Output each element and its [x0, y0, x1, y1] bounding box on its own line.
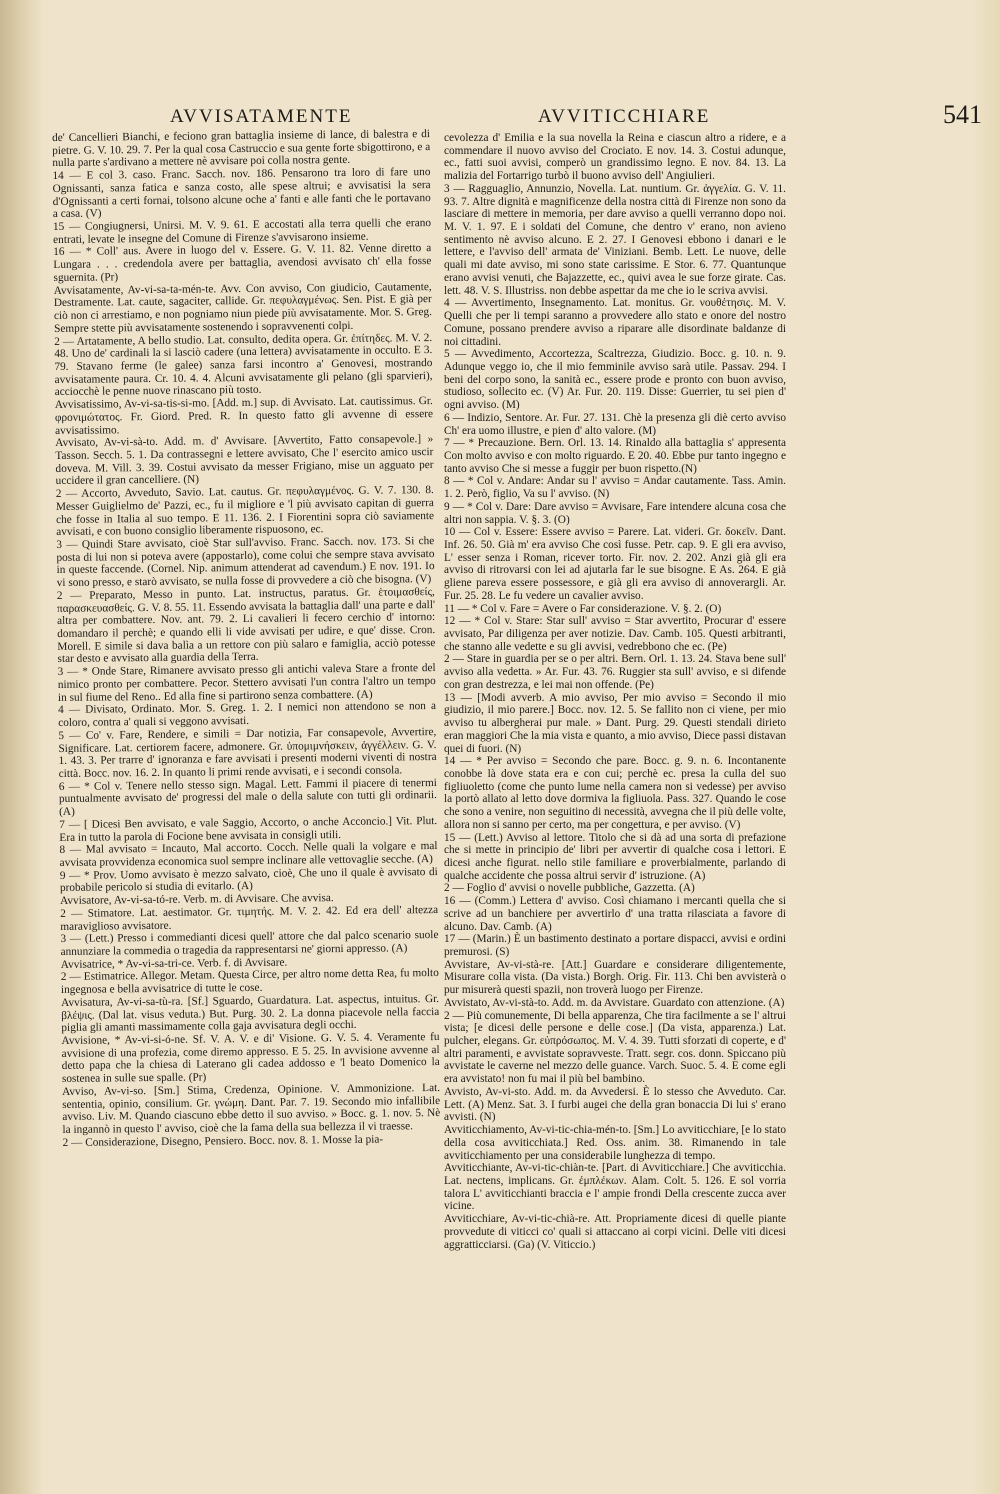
- dictionary-entry: Avvisato, Av-vi-sà-to. Add. m. d' Avvisare. [Avvertito, Fatto consapevole.] » Tasson. Secch. 5. 1. Da contrassegni e lettere avvisato, Che l' esercito amico uscir doveva. M. Vill. 3. 39. Costui avvisato da messer Frigiano, mise un agguato per uccidere il gran cancelliere. (N): [55, 433, 434, 488]
- dictionary-entry: Avvistato, Av-vi-stà-to. Add. m. da Avvistare. Guardato con attenzione. (A): [444, 996, 785, 1009]
- dictionary-entry: 2 — Foglio d' avvisi o novelle pubbliche, Gazzetta. (A): [444, 882, 695, 895]
- dictionary-entry: Avvistare, Av-vi-stà-re. [Att.] Guardare e considerare diligentemente, Misurare colla vista. (Da vista.) Borgh. Orig. Fir. 113. Chi ben avvisterà o pur misurerà questi spazii, non troverà luogo per Firenze.: [444, 958, 786, 997]
- dictionary-entry: 13 — [Modi avverb. A mio avviso, Per mio avviso = Secondo il mio giudizio, il mio parere.] Bocc. nov. 12. 5. Se fallito non ci viene, per mio avviso tu albergherai pur male. » Dant. Purg. 29. Questi stendali dirieto eran maggiori Che la mia vista e quanto, a mio avviso, Diece passi distavan quei di fuori. (N): [444, 691, 786, 755]
- dictionary-entry: Avvisione, * Av-vi-si-ó-ne. Sf. V. A. V. e di' Visione. G. V. 5. 4. Veramente fu avvisione di una profezia, come diremo appresso. E 5. 25. In avvisione avvenne al detto papa che la chiesa di Laterano gli cadea addosso e 'l beato Domenico la sostenea in sulle sue spalle. (Pr): [61, 1031, 440, 1086]
- dictionary-entry: 15 — (Lett.) Avviso al lettore. Titolo che si dà ad una sorta di prefazione che si mette in principio de' libri per avvertir di qualche cosa i lettori. E dicesi anche figurat. nello stile familiare e proverbialmente, parlando di qualche accidente che possa altrui servir d' istruzione. (A): [444, 831, 786, 882]
- dictionary-entry: Avvisatore, Av-vi-sa-tó-re. Verb. m. di Avvisare. Che avvisa.: [59, 892, 334, 908]
- dictionary-entry: Avviticchiare, Av-vi-tic-chià-re. Att. Propriamente dicesi di quelle piante provvedute di viticci co' quali si attaccano ai corpi vicini. Delle viti dicesi aggratticciarsi. (Ga) (V. Viticcio.): [444, 1213, 786, 1251]
- dictionary-entry: 8 — * Col v. Andare: Andar su l' avviso = Andar cautamente. Tass. Amin. 1. 2. Però, figlio, Va su l' avviso. (N): [444, 475, 786, 501]
- dictionary-entry: cevolezza d' Emilia e la sua novella la Reina e ciascun altro a riderе, e a commendare il nuovo avviso del Crociato. E nov. 14. 3. Costui adunque, ec., fatti suoi avvisi, comperò un grandissimo legno. E nov. 84. 13. La malizia del Fortarrigo turbò il buono avviso dell' Angiulieri.: [444, 132, 786, 183]
- page-gutter-shadow: [0, 0, 44, 1494]
- dictionary-entry: 16 — * Coll' aus. Avere in luogo del v. Essere. G. V. 11. 82. Venne diretto a Lungara . . . credendola avere per battaglia, avendosi avvisato ch' ella fosse sguernita. (Pr): [53, 242, 432, 284]
- dictionary-entry: 3 — * Onde Stare, Rimanere avvisato presso gli antichi valeva Stare a fronte del nimico pronto per combattere. Pecor. Stettero avvisati l'un contra l'altro un tempo in sul fiume del Reno.. Ed alla fine si partirono senza combattere. (A): [57, 662, 436, 704]
- dictionary-entry: 14 — E col 3. caso. Franc. Sacch. nov. 186. Pensarono tra loro di fare uno Ognissanti, sanza fatica e sanza costo, alle spese altrui; e avvisatisi la sera d'Ognissanti a certi fornai, tolsono alcune oche a' fanti e alle fanti che le portavano a casa. (V): [52, 166, 431, 221]
- dictionary-entry: 6 — Indizio, Sentore. Ar. Fur. 27. 131. Chè la presenza gli diè certo avviso Ch' era uomo illustre, e pien d' alto valore. (M): [444, 411, 786, 437]
- dictionary-entry: 2 — Accorto, Avveduto, Savio. Lat. cautus. Gr. πεφυλαγμένος. G. V. 7. 130. 8. Messer Guiglielmo de' Pazzi, ec., fu il migliore e 'l più avvisato capitan di guerra che fosse in Italia al suo tempo. E 11. 136. 2. I Fiorentini sopra ciò saviamente avvisati, e con buono consiglio liberamente rispuosono, ec.: [55, 484, 435, 539]
- dictionary-entry: 4 — Avvertimento, Insegnamento. Lat. monitus. Gr. νουθέτησις. M. V. Quelli che per li tempi saranno a provvedere allo stato e onore del nostro Comune, possano prendere avviso a riparare alle disordinate baldanze di noi cittadini.: [444, 297, 786, 348]
- dictionary-entry: 9 — * Col v. Dare: Dare avviso = Avvisare, Fare intendere alcuna cosa che altri non sappia. V. §. 3. (O): [444, 500, 786, 526]
- dictionary-entry: Avvisatrice, * Av-vi-sa-tri-ce. Verb. f. di Avvisare.: [60, 956, 288, 971]
- dictionary-entry: 7 — * Precauzione. Bern. Orl. 13. 14. Rinaldo alla battaglia s' appresentа Con molto avviso e con molto riguardo. E 20. 40. Ebbe pur tanto ingegno e tanto avviso Che si messe a fuggir per buon rispetto.(N): [444, 437, 786, 475]
- dictionary-entry: Avvisatissimo, Av-vi-sa-tis-si-mo. [Add. m.] sup. di Avvisato. Lat. cautissimus. Gr. φρονιμώτατος. Fr. Giord. Pred. R. In questo fatto gli avvenne di essere avvisatissimo.: [54, 395, 434, 437]
- page-number: 541: [943, 100, 982, 129]
- dictionary-entry: 2 — Estimatrice. Allegor. Metam. Questa Circe, per altro nome detta Rea, fu molto ingegnosa e bella avvisatrice di tutte le cose.: [60, 967, 439, 997]
- left-column: [52, 128, 443, 1360]
- header-left-guide-word: AVVISATAMENTE: [170, 106, 353, 127]
- dictionary-entry: 15 — Congiugnersi, Unirsi. M. V. 9. 61. E accostati alla terra quelli che erano entrati, levate le insegne del Comune di Firenze s'avvisarono insieme.: [52, 217, 432, 246]
- dictionary-entry: 2 — Più comunemente, Di bella apparenza, Che tira facilmente a se l' altrui vista; [e dicesi delle persone e delle cose.] (Da vista, apparenza.) Lat. pulcher, elegans. Gr. εὐπρόσωπος. M. V. 4. 39. Tutti sforzati di coperte, e d' altri paramenti, e avvistate sopravveste. Tratt. segr. cos. donn. Spiccano più avvistate le caverne nel mezzo delle guance. Varch. Suoc. 5. 4. E come egli era avvistato! non fu mai il più bel bambino.: [444, 1009, 786, 1086]
- dictionary-entry: 4 — Divisato, Ordinato. Mor. S. Greg. 1. 2. I nemici non attendono se non a coloro, contra a' quali si veggono avvisati.: [57, 700, 437, 730]
- dictionary-entry: de' Cancellieri Bianchi, e feciono gran battaglia insieme di lance, di balestra e di pietre. G. V. 10. 29. 7. Per la qual cosa Castruccio e sua gente forte sbigottirono, e a nulla parte s'ardivano a mettere nè avvisare poi colla nostra gente.: [52, 128, 431, 170]
- dictionary-entry: Avviticchiamento, Av-vi-tic-chia-mén-to. [Sm.] Lo avviticchiare, [e lo stato della cosa avviticchiata.] Red. Oss. anim. 38. Rimanendo in tale avviticchiamento per una considerabile lunghezza di tempo.: [444, 1124, 786, 1162]
- dictionary-entry: 2 — Stare in guardia per se o per altri. Bern. Orl. 1. 13. 24. Stava bene sull' avviso alla vedetta. » Ar. Fur. 43. 76. Ruggier sta sull' avviso, e si difende con gran destrezza, e lei mai non offende. (Pe): [444, 653, 786, 691]
- dictionary-entry: 14 — * Per avviso = Secondo che pare. Bocc. g. 9. n. 6. Incontanente conobbe là dove stata era e con cui; perchè ec. presa la culla del suo figliuoletto (come che punto lume nella camera non si vedesse) per avviso la portò allato al letto dove dormiva la figliuola. Pass. 327. Quando le cose che sono a venire, non seguitino di necessità, avvegna che il più delle volte, allora non si sanno per certo, ma per congettura, e per avviso. (V): [444, 755, 786, 831]
- dictionary-entry: 7 — [ Dicesi Ben avvisato, e vale Saggio, Accorto, o anche Acconcio.] Vit. Plut. Era in tutto la parola di Focione bene avvisata in consigli utili.: [59, 814, 438, 844]
- dictionary-entry: Avvisatamente, Av-vi-sa-ta-mén-te. Avv. Con avviso, Con giudicio, Cautamente, Destramente. Lat. caute, sagaciter, callide. Gr. πεφυλαγμένως. Sen. Pist. E già per ciò non ci arrestiamo, e non pogniamo niun piede più avvisatamente. Mor. S. Greg. Sempre stette più avvisatamente sostenendo i sopravvenenti colpi.: [53, 280, 432, 335]
- dictionary-entry: 3 — Ragguaglio, Annunzio, Novella. Lat. nuntium. Gr. ἀγγελία. G. V. 11. 93. 7. Altre dignità e magnificenze della nostra città di Firenze non sono da lasciare di mettere in memoria, per dare avviso a quelli verranno dopo noi. M. V. 1. 97. E i soldati del Comune, che dentro v' erano, non avieno sentimento nè avviso alcuno. E 2. 27. I Genovesi ebbono i danari e le lettere, e l'avviso dell' armata de' Viniziani. Bemb. Lett. Le nuove, delle quali mi date avviso, mi sono state carissime. E Stor. 6. 77. Quantunque erano avvisi venuti, che Bajazzette, ec., quivi avea le sue forze girate. Cas. lett. 48. V. S. Illustriss. non debbe aspettar da me che io le scriva avvisi.: [444, 182, 786, 297]
- dictionary-entry: 3 — (Lett.) Presso i commedianti dicesi quell' attore che dal palco scenario suole annunziare la commedia o tragedia da rappresentarsi ne' giorni appresso. (A): [60, 929, 439, 958]
- dictionary-entry: 17 — (Marin.) È un bastimento destinato a portare dispacci, avvisi e ordini premurosi. (S): [444, 933, 786, 958]
- right-column: [444, 132, 786, 1360]
- dictionary-entry: 12 — * Col v. Stare: Star sull' avviso = Star avvertito, Procurar d' essere avvisato, Par diligenza per aver notizie. Dav. Camb. 105. Questi arbitranti, che stanno alle vedette e su gli avvisi, vedrebbono che ec. (Pe): [444, 615, 786, 653]
- header-right-guide-word: AVVITICCHIARE: [538, 106, 711, 127]
- dictionary-entry: 10 — Col v. Essere: Essere avviso = Parere. Lat. videri. Gr. δοκεῖν. Dant. Inf. 26. 50. Già m' era avviso Che così fusse. Petr. cap. 9. E gli era avviso, L' esser senza i Roman, ricever torto. Fir. nov. 2. 202. Anzi già gli era avviso di ritrovarsi con lei ad ajutarla far le sue bisogne. E As. 264. E già gliene pareva essere possessore, e già gli era avviso di annoverargli. Ar. Fur. 25. 28. Le fu vedere un cavalier avviso.: [444, 526, 786, 602]
- dictionary-entry: 5 — Avvedimento, Accortezza, Scaltrezza, Giudizio. Bocc. g. 10. n. 9. Adunque veggo io, che il mio femminile avviso sarà utile. Passav. 294. I beni del corpo sono, la sanità ec., essere prode e pronto con buon avviso, studioso, sollecito ec. (V) Ar. Fur. 20. 119. Disse: Guerrier, tu sei pien d' ogni avviso. (M): [444, 348, 786, 412]
- dictionary-entry: 2 — Artatamente, A bello studio. Lat. consulto, dedita opera. Gr. ἐπίτηδες. M. V. 2. 48. Uno de' cardinali la si lasciò cadere (una lettera) avvisatamente in occulto. E 3. 79. Stavano ferme (le galee) sanza farsi incontro a' Genovesi, mostrando avvisatamente paura. Cr. 10. 4. 4. Alcuni avvisatamente gli pelano (gli sparvieri), acciocchè le penne nuove rinascano più tosto.: [54, 331, 433, 399]
- dictionary-entry: 6 — * Col v. Tenere nello stesso sign. Magal. Lett. Fammi il piacere di tenermi puntualmente avvisato de' progressi del male o della salute con tutti gli ordinarii. (A): [58, 776, 438, 819]
- dictionary-entry: 16 — (Comm.) Lettera d' avviso. Così chiamano i mercanti quella che si scrive ad un banchiere per avvertirlo d' una tratta rilasciata a favore di alcuno. Dav. Camb. (A): [444, 895, 786, 933]
- dictionary-entry: 5 — Co' v. Fare, Rendere, e simili = Dar notizia, Far consapevole, Avvertire, Significare. Lat. certiorem facere, admonere. Gr. ὑπομιμνήσκειν, ἀγγέλλειν. G. V. 1. 43. 3. Per trarre d' ignoranza e fare avvisati i presenti moderni viventi di nostra città. Bocc. nov. 16. 2. In quanto li primi rende avvisati, e i secondi consola.: [58, 725, 437, 780]
- dictionary-entry: 11 — * Col v. Fare = Avere o Far considerazione. V. §. 2. (O): [444, 602, 722, 615]
- dictionary-entry: 2 — Preparato, Messo in punto. Lat. instructus, paratus. Gr. ἑτοιμασθείς, παρασκευασθείς. G. V. 8. 55. 11. Essendo avvisata la battaglia dall' una parte e dall' altra per combattere. Nov. ant. 79. 2. Li cavalieri li fecero cerchio d' intorno: domandaro il perchè; e quando elli li vide avvisati per udire, e que' disse. Cron. Morell. E simile si dava balìa a un rettore con più salaro e famiglia, acciò potesse star desto e avvisato alla guardia della Terra.: [56, 585, 436, 666]
- dictionary-entry: 3 — Quindi Stare avvisato, cioè Star sull'avviso. Franc. Sacch. nov. 173. Si che posta di lui non si poteva avere (appostarlo), come colui che sempre stava avvisato in queste faccende. (Cornel. Nip. animum attenderat ad cavendum.) E nov. 191. Io vi sono presso, e starò avvisato, se nulla fosse di provvedere a ciò che bisogna. (V): [56, 535, 435, 590]
- dictionary-entry: 8 — Mal avvisato = Incauto, Mal accorto. Cocch. Nelle quali la volgare e mal avvisata provvidenza economica suol sempre inclinare alle vettovaglie secche. (A): [59, 840, 438, 869]
- dictionary-entry: 2 — Considerazione, Disegno, Pensiero. Bocc. nov. 8. 1. Mosse la pia-: [62, 1133, 384, 1149]
- dictionary-entry: Avvisatura, Av-vi-sa-tù-ra. [Sf.] Sguardo, Guardatura. Lat. aspectus, intuitus. Gr. βλέψις. (Dal lat. visus veduta.) But. Purg. 30. 2. La donna piacevole nella faccia piglia gli amanti massimamente colla gaja avvisatura degli occhi.: [61, 992, 440, 1035]
- dictionary-entry: Avviticchiante, Av-vi-tic-chiàn-te. [Part. di Avviticchiare.] Che avviticchia. Lat. nectens, implicans. Gr. ἐμπλέκων. Alam. Colt. 5. 126. E sol vorria talora L' avviticchianti braccia e l' ampie frondi Della crescente zucca aver vicine.: [444, 1162, 786, 1213]
- dictionary-entry: Avviso, Av-vi-so. [Sm.] Stima, Credenza, Opinione. V. Ammonizione. Lat. sententia, opinio, consilium. Gr. γνώμη. Dant. Par. 7. 19. Secondo mio infallibile avviso. Liv. M. Quando ciascuno ebbe detto il suo avviso. » Bocc. g. 1. nov. 5. Nè la ingannò in questo l' avviso, cioè che la fama della sua bellezza il vi traesse.: [61, 1081, 441, 1137]
- page-edge: [970, 0, 1000, 1494]
- dictionary-entry: Avvisto, Av-vi-sto. Add. m. da Avvedersi. È lo stesso che Avveduto. Car. Lett. (A) Menz. Sat. 3. I furbi augei che della gran bonaccia Di lui s' erano avvisti. (N): [444, 1085, 786, 1124]
- dictionary-entry: 9 — * Prov. Uomo avvisato è mezzo salvato, cioè, Che uno il quale è avvisato di probabile pericolo si studia di evitarlo. (A): [59, 865, 438, 895]
- dictionary-entry: 2 — Stimatore. Lat. aestimator. Gr. τιμητής. M. V. 2. 42. Ed era dell' altezza maraviglioso avvisatore.: [60, 903, 439, 933]
